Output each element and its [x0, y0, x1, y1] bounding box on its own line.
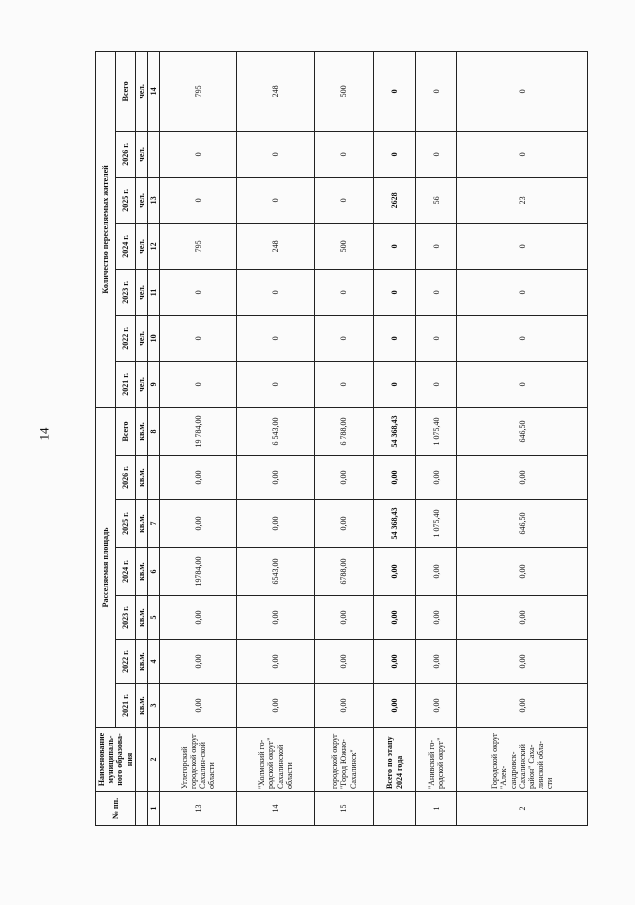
people-cell: 0 [457, 361, 588, 407]
area-cell: 0,00 [314, 640, 373, 684]
people-cell: 0 [374, 131, 416, 177]
people-cell: 0 [457, 269, 588, 315]
people-cell: 0 [457, 51, 588, 131]
people-cell: 0 [160, 315, 237, 361]
people-cell: 0 [374, 223, 416, 269]
area-cell: 0,00 [314, 456, 373, 500]
area-cell: 0,00 [237, 500, 314, 548]
people-cell: 0 [160, 177, 237, 223]
people-cell: 2628 [374, 177, 416, 223]
area-cell: 0,00 [237, 456, 314, 500]
area-cell: 0,00 [237, 596, 314, 640]
area-unit-cell: кв.м. [135, 548, 147, 596]
area-year-header: Всего [115, 407, 135, 455]
people-cell: 0 [314, 361, 373, 407]
area-cell: 646,50 [457, 500, 588, 548]
people-cell: 0 [237, 131, 314, 177]
unit-header-row [135, 51, 147, 825]
people-unit-cell: чел. [135, 223, 147, 269]
people-cell: 23 [457, 177, 588, 223]
index-row [147, 51, 159, 825]
area-cell: 0,00 [457, 456, 588, 500]
area-year-header: 2025 г. [115, 500, 135, 548]
people-unit-cell: чел. [135, 51, 147, 131]
area-cell: 0,00 [415, 684, 457, 728]
header-people-group: Количество переселяемых жителей [96, 51, 116, 407]
unit-blank [135, 728, 147, 792]
people-year-header: 2023 г. [115, 269, 135, 315]
row-num: 15 [314, 792, 373, 826]
area-cell: 6 543,00 [237, 407, 314, 455]
index-cell: 8 [147, 407, 159, 455]
row-num: 1 [415, 792, 457, 826]
people-cell: 0 [415, 269, 457, 315]
table-row [314, 51, 373, 825]
row-num: 13 [160, 792, 237, 826]
area-cell: 1 075,40 [415, 500, 457, 548]
area-unit-cell: кв.м. [135, 407, 147, 455]
people-cell: 0 [415, 223, 457, 269]
people-unit-cell: чел. [135, 269, 147, 315]
area-cell: 19 784,00 [160, 407, 237, 455]
area-cell: 0,00 [314, 684, 373, 728]
people-year-header: Всего [115, 51, 135, 131]
area-cell: 646,50 [457, 407, 588, 455]
page-number: 14 [36, 427, 52, 441]
people-cell: 795 [160, 223, 237, 269]
row-name: Городской округ "Алек-сандровск-Сахалинский район" Саха-линской обла-сти [457, 728, 588, 792]
area-cell: 1 075,40 [415, 407, 457, 455]
people-cell: 0 [457, 223, 588, 269]
people-cell: 0 [314, 269, 373, 315]
area-cell: 0,00 [415, 596, 457, 640]
area-cell: 0,00 [457, 548, 588, 596]
header-name: Наименование муниципаль-ного образова-ния [96, 728, 136, 792]
table-row [160, 51, 237, 825]
index-cell: 4 [147, 640, 159, 684]
area-unit-cell: кв.м. [135, 500, 147, 548]
index-cell: 11 [147, 269, 159, 315]
index-cell [147, 131, 159, 177]
area-cell: 0,00 [237, 640, 314, 684]
area-cell: 0,00 [415, 640, 457, 684]
area-cell: 6543,00 [237, 548, 314, 596]
people-cell: 0 [374, 315, 416, 361]
area-cell: 0,00 [160, 596, 237, 640]
index-cell: 9 [147, 361, 159, 407]
area-cell: 0,00 [457, 684, 588, 728]
index-cell: 5 [147, 596, 159, 640]
area-year-header: 2023 г. [115, 596, 135, 640]
people-unit-cell: чел. [135, 131, 147, 177]
area-year-header: 2021 г. [115, 684, 135, 728]
index-cell: 7 [147, 500, 159, 548]
area-cell: 0,00 [415, 456, 457, 500]
table-body [160, 51, 588, 825]
area-cell: 0,00 [457, 596, 588, 640]
people-cell: 500 [314, 51, 373, 131]
table-row [457, 51, 588, 825]
index-cell: 6 [147, 548, 159, 596]
area-cell: 0,00 [374, 684, 416, 728]
area-cell: 0,00 [374, 548, 416, 596]
people-cell: 56 [415, 177, 457, 223]
people-cell: 0 [415, 51, 457, 131]
area-cell: 0,00 [374, 640, 416, 684]
people-cell: 0 [457, 315, 588, 361]
area-cell: 0,00 [374, 456, 416, 500]
area-unit-cell: кв.м. [135, 596, 147, 640]
area-cell: 0,00 [160, 684, 237, 728]
people-cell: 248 [237, 51, 314, 131]
people-cell: 0 [237, 269, 314, 315]
people-year-header: 2026 г. [115, 131, 135, 177]
area-cell: 0,00 [457, 640, 588, 684]
table-row [415, 51, 457, 825]
people-unit-cell: чел. [135, 315, 147, 361]
people-year-header: 2024 г. [115, 223, 135, 269]
resettlement-table [95, 51, 588, 826]
row-num [374, 792, 416, 826]
area-cell: 54 368,43 [374, 500, 416, 548]
area-unit-cell: кв.м. [135, 640, 147, 684]
area-cell: 0,00 [415, 548, 457, 596]
index-cell: 2 [147, 728, 159, 792]
people-cell: 0 [160, 361, 237, 407]
people-year-header: 2021 г. [115, 361, 135, 407]
area-cell: 19784,00 [160, 548, 237, 596]
index-cell: 3 [147, 684, 159, 728]
index-cell: 1 [147, 792, 159, 826]
row-num: 14 [237, 792, 314, 826]
people-cell: 0 [374, 51, 416, 131]
row-name: "Анивский го-родской округ" [415, 728, 457, 792]
index-cell: 10 [147, 315, 159, 361]
area-cell: 0,00 [314, 596, 373, 640]
area-cell: 0,00 [160, 500, 237, 548]
area-cell: 0,00 [237, 684, 314, 728]
people-cell: 0 [415, 315, 457, 361]
area-unit-cell: кв.м. [135, 684, 147, 728]
area-unit-cell: кв.м. [135, 456, 147, 500]
area-cell: 54 368,43 [374, 407, 416, 455]
people-year-header: 2025 г. [115, 177, 135, 223]
rotated-table-sheet [95, 56, 573, 826]
index-cell [147, 456, 159, 500]
people-cell: 0 [415, 361, 457, 407]
people-year-header: 2022 г. [115, 315, 135, 361]
people-cell: 795 [160, 51, 237, 131]
index-cell: 13 [147, 177, 159, 223]
people-cell: 248 [237, 223, 314, 269]
area-cell: 6 788,00 [314, 407, 373, 455]
people-cell: 0 [237, 315, 314, 361]
area-cell: 0,00 [160, 456, 237, 500]
area-year-header: 2022 г. [115, 640, 135, 684]
people-cell: 500 [314, 223, 373, 269]
index-cell: 12 [147, 223, 159, 269]
table-row [237, 51, 314, 825]
row-num: 2 [457, 792, 588, 826]
people-cell: 0 [415, 131, 457, 177]
people-unit-cell: чел. [135, 361, 147, 407]
row-name: Всего по этапу 2024 года [374, 728, 416, 792]
header-num: № пп. [96, 792, 136, 826]
year-header-row [115, 51, 135, 825]
people-cell: 0 [314, 177, 373, 223]
row-name: Углегорский городской округ Сахалин-ской области [160, 728, 237, 792]
people-cell: 0 [314, 315, 373, 361]
people-cell: 0 [374, 269, 416, 315]
index-cell: 14 [147, 51, 159, 131]
area-cell: 0,00 [160, 640, 237, 684]
people-cell: 0 [237, 361, 314, 407]
area-year-header: 2026 г. [115, 456, 135, 500]
area-cell: 0,00 [374, 596, 416, 640]
area-year-header: 2024 г. [115, 548, 135, 596]
unit-blank [135, 792, 147, 826]
area-cell: 6788,00 [314, 548, 373, 596]
people-unit-cell: чел. [135, 177, 147, 223]
table-row [374, 51, 416, 825]
row-name: "Холмский го-родской округ" Сахалинской области [237, 728, 314, 792]
area-cell: 0,00 [314, 500, 373, 548]
row-name: городской округ "Город Южно-Сахалинск" [314, 728, 373, 792]
people-cell: 0 [160, 131, 237, 177]
people-cell: 0 [160, 269, 237, 315]
people-cell: 0 [314, 131, 373, 177]
people-cell: 0 [374, 361, 416, 407]
people-cell: 0 [457, 131, 588, 177]
people-cell: 0 [237, 177, 314, 223]
header-area-group: Расселяемая площадь [96, 407, 116, 727]
